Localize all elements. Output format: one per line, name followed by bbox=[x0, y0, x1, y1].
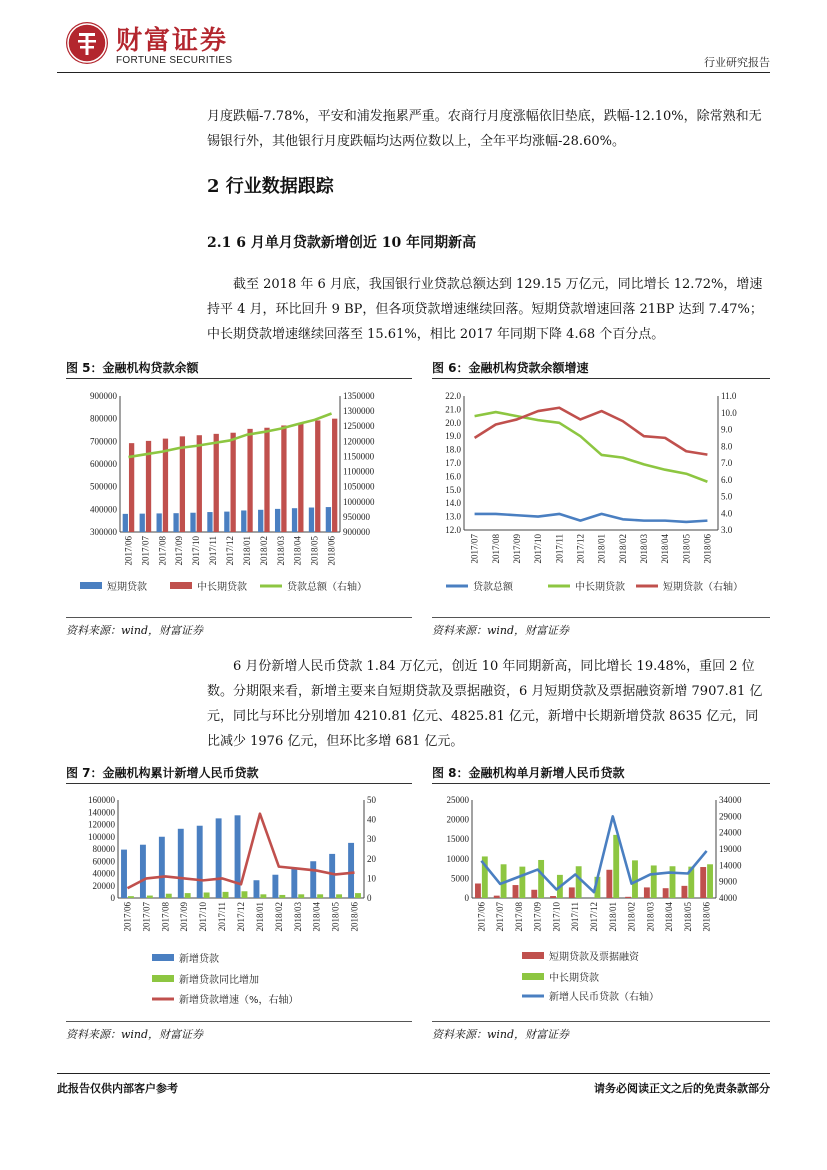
bar-fig8-series-0 bbox=[700, 867, 706, 898]
figure-6-top-rule bbox=[432, 378, 770, 379]
legend-label: 新增贷款 bbox=[179, 954, 219, 965]
bar-fig7-series-1 bbox=[223, 892, 229, 898]
y-tick-label-left: 20000 bbox=[446, 814, 469, 825]
x-tick-label: 2017/12 bbox=[236, 902, 246, 932]
y-tick-label-right: 4000 bbox=[719, 893, 737, 903]
legend-swatch bbox=[522, 952, 544, 959]
bar-fig8-series-1 bbox=[670, 866, 676, 898]
legend-label: 短期贷款 bbox=[107, 582, 147, 593]
bar-fig5-series-0 bbox=[292, 508, 297, 532]
legend-label: 中长期贷款 bbox=[575, 582, 625, 593]
y-tick-label-left: 17.0 bbox=[445, 458, 461, 468]
figure-8-chart bbox=[426, 788, 776, 1018]
y-tick-label-right: 34000 bbox=[719, 795, 742, 805]
y-tick-label-right: 20 bbox=[367, 853, 376, 864]
bar-fig5-series-1 bbox=[315, 420, 320, 532]
bar-fig7-series-0 bbox=[254, 880, 260, 898]
legend-label: 中长期贷款 bbox=[197, 582, 247, 593]
x-tick-label: 2017/09 bbox=[179, 902, 190, 932]
y-tick-label-right: 1150000 bbox=[343, 451, 375, 462]
bar-fig7-series-1 bbox=[298, 894, 304, 898]
figure-5-title: 图 5：金融机构贷款余额 bbox=[66, 361, 199, 375]
bar-fig7-series-0 bbox=[197, 826, 203, 898]
paragraph-loan-balance: 截至 2018 年 6 月底，我国银行业贷款总额达到 129.15 万亿元，同比增长 12.72%，增速持平 4 月，环比回升 9 BP，但各项贷款增速继续回落。短期贷款增速回落 21BP 达到 7.47%；中长期贷款增速继续回落至 15.61%，相比 2017 年同期下降 4.68 个百分点。 bbox=[207, 277, 763, 342]
bar-fig5-series-1 bbox=[247, 429, 252, 532]
figure-5-source: 资料来源：wind，财富证券 bbox=[66, 624, 204, 637]
bar-fig7-series-0 bbox=[159, 837, 165, 898]
bar-fig5-series-0 bbox=[326, 507, 331, 532]
bar-fig7-series-1 bbox=[336, 894, 342, 898]
x-tick-label: 2018/02 bbox=[258, 536, 269, 566]
bar-fig5-series-0 bbox=[157, 513, 162, 532]
y-tick-label-right: 10 bbox=[367, 873, 376, 884]
figure-7-top-rule bbox=[66, 783, 412, 784]
y-tick-label-left: 19.0 bbox=[445, 431, 461, 442]
x-tick-label: 2018/04 bbox=[664, 902, 675, 932]
y-tick-label-right: 9000 bbox=[719, 876, 737, 887]
footer-disclaimer-note: 请务必阅读正文之后的免责条款部分 bbox=[594, 1082, 770, 1095]
x-tick-label: 2017/07 bbox=[469, 534, 480, 564]
y-tick-label-left: 600000 bbox=[90, 459, 117, 469]
bar-fig5-series-0 bbox=[207, 512, 212, 532]
bar-fig7-series-0 bbox=[216, 818, 222, 898]
bar-fig5-series-0 bbox=[275, 509, 280, 532]
figure-5-top-rule bbox=[66, 378, 412, 379]
bar-fig7-series-1 bbox=[166, 894, 172, 898]
paragraph-new-loans: 6 月份新增人民币贷款 1.84 万亿元，创近 10 年同期新高，同比增长 19.48%，重回 2 位数。分期限来看，新增主要来自短期贷款及票据融资，6 月短期贷款及票据融资新增 7907.81 亿元，同比与环比分别增加 4210.81 亿元、4825.81 亿元，新增中长期新增贷款 8635 亿元，同比减少 1976 亿元，但环比多增 681 亿元。 bbox=[207, 659, 763, 749]
x-tick-label: 2017/06 bbox=[122, 902, 133, 932]
legend-label: 中长期贷款 bbox=[549, 973, 599, 984]
legend-label: 短期贷款（右轴） bbox=[663, 582, 743, 593]
x-tick-label: 2017/06 bbox=[476, 902, 487, 932]
y-tick-label-right: 11.0 bbox=[721, 391, 737, 401]
legend-label: 贷款总额 bbox=[473, 582, 513, 593]
y-tick-label-left: 10000 bbox=[446, 853, 469, 864]
y-tick-label-right: 950000 bbox=[343, 511, 370, 522]
section-title: 2 行业数据跟踪 bbox=[207, 176, 334, 197]
y-tick-label-right: 1050000 bbox=[343, 481, 375, 492]
bar-fig7-series-1 bbox=[260, 894, 266, 898]
x-tick-label: 2017/10 bbox=[533, 534, 544, 564]
footer-divider bbox=[57, 1073, 770, 1074]
figure-8-source: 资料来源：wind，财富证券 bbox=[432, 1028, 570, 1041]
figure-8-bottom-rule bbox=[432, 1021, 770, 1022]
bar-fig7-series-0 bbox=[235, 815, 241, 898]
bar-fig7-series-1 bbox=[317, 894, 323, 898]
x-tick-label: 2017/08 bbox=[157, 536, 168, 566]
bar-fig5-series-1 bbox=[180, 436, 185, 532]
y-tick-label-right: 29000 bbox=[719, 811, 742, 822]
figure-6-chart bbox=[426, 382, 776, 612]
x-tick-label: 2018/01 bbox=[241, 536, 252, 566]
y-tick-label-left: 80000 bbox=[92, 844, 115, 854]
figure-7-title: 图 7：金融机构累计新增人民币贷款 bbox=[66, 766, 259, 780]
y-tick-label-right: 9.0 bbox=[721, 424, 733, 435]
y-tick-label-left: 120000 bbox=[88, 819, 115, 830]
legend-swatch bbox=[152, 954, 174, 961]
logo-english-name: FORTUNE SECURITIES bbox=[116, 55, 233, 66]
bar-fig8-series-0 bbox=[513, 885, 519, 898]
bar-fig8-series-0 bbox=[494, 896, 500, 898]
figure-6-bottom-rule bbox=[432, 617, 770, 618]
bar-fig8-series-0 bbox=[531, 890, 537, 898]
y-tick-label-right: 900000 bbox=[343, 527, 370, 537]
y-tick-label-left: 60000 bbox=[92, 856, 115, 867]
y-tick-label-left: 20.0 bbox=[445, 417, 461, 428]
y-tick-label-left: 15.0 bbox=[445, 484, 461, 495]
y-tick-label-right: 5.0 bbox=[721, 491, 733, 502]
bar-fig8-series-0 bbox=[625, 897, 631, 898]
bar-fig8-series-0 bbox=[644, 887, 650, 898]
y-tick-label-left: 40000 bbox=[92, 868, 115, 879]
figure-6-title: 图 6：金融机构贷款余额增速 bbox=[432, 361, 589, 375]
y-tick-label-left: 500000 bbox=[90, 481, 117, 492]
x-tick-label: 2017/06 bbox=[123, 536, 134, 566]
y-tick-label-right: 3.0 bbox=[721, 525, 733, 535]
x-tick-label: 2017/12 bbox=[575, 534, 586, 564]
bar-fig5-series-1 bbox=[197, 435, 202, 532]
x-tick-label: 2018/06 bbox=[349, 902, 360, 932]
bar-fig8-series-0 bbox=[550, 896, 556, 898]
x-tick-label: 2018/01 bbox=[596, 534, 607, 564]
y-tick-label-left: 18.0 bbox=[445, 444, 461, 455]
x-tick-label: 2017/10 bbox=[191, 536, 202, 566]
x-tick-label: 2018/01 bbox=[254, 902, 265, 932]
figure-5-bottom-rule bbox=[66, 617, 412, 618]
y-tick-label-left: 15000 bbox=[446, 834, 469, 845]
bar-fig5-series-0 bbox=[123, 514, 128, 532]
y-tick-label-left: 5000 bbox=[451, 873, 469, 884]
bar-fig5-series-0 bbox=[173, 513, 178, 532]
y-tick-label-right: 4.0 bbox=[721, 508, 733, 519]
bar-fig8-series-1 bbox=[519, 867, 525, 898]
y-tick-label-right: 40 bbox=[367, 814, 376, 825]
figure-8-top-rule bbox=[432, 783, 770, 784]
bar-fig7-series-1 bbox=[355, 893, 361, 898]
bar-fig5-series-1 bbox=[281, 425, 286, 532]
y-tick-label-right: 1350000 bbox=[343, 391, 375, 401]
x-tick-label: 2017/09 bbox=[511, 534, 522, 564]
y-tick-label-right: 10.0 bbox=[721, 407, 737, 418]
y-tick-label-right: 7.0 bbox=[721, 458, 733, 468]
bar-fig7-series-0 bbox=[272, 875, 278, 898]
x-tick-label: 2017/07 bbox=[140, 536, 151, 566]
y-tick-label-left: 160000 bbox=[88, 795, 115, 805]
x-tick-label: 2017/08 bbox=[513, 902, 524, 932]
y-tick-label-left: 800000 bbox=[90, 413, 117, 424]
subsection-title: 2.1 6 月单月贷款新增创近 10 年同期新高 bbox=[207, 235, 477, 251]
bar-fig7-series-0 bbox=[291, 869, 297, 898]
legend-swatch bbox=[522, 973, 544, 980]
y-tick-label-left: 12.0 bbox=[445, 525, 461, 535]
x-tick-label: 2018/05 bbox=[309, 536, 320, 566]
y-tick-label-left: 100000 bbox=[88, 831, 115, 842]
bar-fig8-series-1 bbox=[632, 860, 638, 898]
legend-label: 短期贷款及票据融资 bbox=[549, 952, 639, 963]
x-tick-label: 2017/12 bbox=[225, 536, 235, 566]
x-tick-label: 2017/12 bbox=[589, 902, 599, 932]
figure-7-bottom-rule bbox=[66, 1021, 412, 1022]
bar-fig5-series-1 bbox=[332, 419, 337, 532]
x-tick-label: 2017/08 bbox=[490, 534, 501, 564]
bar-fig5-series-0 bbox=[190, 513, 195, 532]
bar-fig5-series-0 bbox=[241, 510, 246, 532]
bar-fig7-series-1 bbox=[279, 895, 285, 898]
x-tick-label: 2017/11 bbox=[217, 902, 228, 932]
figure-8-title: 图 8：金融机构单月新增人民币贷款 bbox=[432, 766, 625, 780]
bar-fig7-series-0 bbox=[329, 854, 335, 898]
x-tick-label: 2017/09 bbox=[174, 536, 185, 566]
legend-label: 新增人民币贷款（右轴） bbox=[549, 992, 659, 1003]
x-tick-label: 2018/06 bbox=[701, 902, 712, 932]
bar-fig7-series-0 bbox=[178, 829, 184, 898]
y-tick-label-left: 400000 bbox=[90, 504, 117, 515]
legend-label: 新增贷款增速（%，右轴） bbox=[179, 995, 299, 1006]
x-tick-label: 2018/03 bbox=[638, 534, 649, 564]
y-tick-label-right: 19000 bbox=[719, 844, 742, 854]
x-tick-label: 2017/07 bbox=[495, 902, 506, 932]
y-tick-label-right: 6.0 bbox=[721, 474, 733, 485]
y-tick-label-left: 140000 bbox=[88, 807, 115, 818]
y-tick-label-right: 0 bbox=[367, 893, 372, 903]
y-tick-label-right: 1300000 bbox=[343, 406, 375, 417]
x-tick-label: 2018/02 bbox=[273, 902, 284, 932]
x-tick-label: 2018/02 bbox=[617, 534, 628, 564]
legend-swatch bbox=[152, 975, 174, 982]
bar-fig7-series-0 bbox=[121, 850, 127, 898]
figure-7-source: 资料来源：wind，财富证券 bbox=[66, 1028, 204, 1041]
x-tick-label: 2017/11 bbox=[208, 536, 219, 566]
x-tick-label: 2018/05 bbox=[681, 534, 692, 564]
bar-fig7-series-1 bbox=[242, 891, 248, 898]
x-tick-label: 2017/11 bbox=[554, 534, 565, 564]
bar-fig7-series-1 bbox=[204, 892, 210, 898]
bar-fig8-series-0 bbox=[681, 886, 687, 898]
y-tick-label-left: 13.0 bbox=[445, 511, 461, 522]
legend-label: 新增贷款同比增加 bbox=[179, 975, 259, 986]
x-tick-label: 2018/04 bbox=[311, 902, 322, 932]
y-tick-label-left: 700000 bbox=[90, 436, 117, 447]
figure-6-source: 资料来源：wind，财富证券 bbox=[432, 624, 570, 637]
y-tick-label-left: 0 bbox=[464, 893, 469, 903]
bar-fig8-series-1 bbox=[538, 860, 544, 898]
y-tick-label-right: 24000 bbox=[719, 827, 742, 838]
bar-fig8-series-1 bbox=[707, 864, 713, 898]
bar-fig5-series-0 bbox=[258, 510, 263, 532]
bar-fig8-series-1 bbox=[651, 865, 657, 898]
legend-swatch bbox=[80, 582, 102, 589]
report-type-label: 行业研究报告 bbox=[704, 56, 770, 69]
x-tick-label: 2018/06 bbox=[326, 536, 337, 566]
bar-fig5-series-1 bbox=[231, 433, 236, 532]
bar-fig8-series-0 bbox=[475, 883, 481, 898]
line-fig6-series-0 bbox=[475, 514, 708, 522]
x-tick-label: 2018/05 bbox=[330, 902, 341, 932]
bar-fig5-series-0 bbox=[224, 512, 229, 532]
y-tick-label-left: 900000 bbox=[90, 391, 117, 401]
x-tick-label: 2018/01 bbox=[607, 902, 618, 932]
bar-fig5-series-0 bbox=[309, 508, 314, 532]
x-tick-label: 2017/10 bbox=[551, 902, 562, 932]
bar-fig5-series-1 bbox=[264, 428, 269, 532]
y-tick-label-right: 14000 bbox=[719, 860, 742, 871]
bar-fig5-series-1 bbox=[298, 423, 303, 532]
y-tick-label-left: 22.0 bbox=[445, 391, 461, 401]
bar-fig8-series-0 bbox=[606, 870, 612, 898]
bar-fig7-series-0 bbox=[348, 843, 354, 898]
x-tick-label: 2018/03 bbox=[645, 902, 656, 932]
y-tick-label-right: 50 bbox=[367, 795, 376, 805]
fortune-securities-logo-icon bbox=[66, 22, 108, 64]
intro-paragraph: 月度跌幅-7.78%，平安和浦发拖累严重。农商行月度涨幅依旧垫底，跌幅-12.10%，除常熟和无锡银行外，其他银行月度跌幅均达两位数以上，全年平均涨幅-28.60%。 bbox=[207, 109, 762, 149]
logo-chinese-name: 财富证券 bbox=[116, 26, 229, 56]
x-tick-label: 2017/08 bbox=[160, 902, 171, 932]
bar-fig8-series-1 bbox=[576, 866, 582, 898]
x-tick-label: 2018/05 bbox=[682, 902, 693, 932]
bar-fig8-series-1 bbox=[613, 835, 619, 898]
bar-fig5-series-0 bbox=[140, 514, 145, 532]
y-tick-label-right: 30 bbox=[367, 834, 376, 845]
footer-left-note: 此报告仅供内部客户参考 bbox=[57, 1082, 178, 1095]
x-tick-label: 2018/03 bbox=[292, 902, 303, 932]
x-tick-label: 2017/11 bbox=[570, 902, 581, 932]
bar-fig8-series-0 bbox=[569, 887, 575, 898]
y-tick-label-left: 20000 bbox=[92, 880, 115, 891]
bar-fig7-series-0 bbox=[310, 861, 316, 898]
x-tick-label: 2018/04 bbox=[660, 534, 671, 564]
bar-fig8-series-0 bbox=[663, 888, 669, 898]
bar-fig5-series-1 bbox=[214, 434, 219, 532]
y-tick-label-left: 25000 bbox=[446, 795, 469, 805]
y-tick-label-left: 300000 bbox=[90, 527, 117, 537]
y-tick-label-right: 1250000 bbox=[343, 421, 375, 432]
y-tick-label-left: 0 bbox=[110, 893, 115, 903]
x-tick-label: 2018/06 bbox=[702, 534, 713, 564]
bar-fig7-series-1 bbox=[185, 893, 191, 898]
x-tick-label: 2018/03 bbox=[275, 536, 286, 566]
x-tick-label: 2017/07 bbox=[141, 902, 152, 932]
x-tick-label: 2018/02 bbox=[626, 902, 637, 932]
y-tick-label-left: 16.0 bbox=[445, 471, 461, 482]
bar-fig7-series-1 bbox=[147, 896, 153, 898]
legend-label: 贷款总额（右轴） bbox=[287, 582, 367, 593]
y-tick-label-right: 1000000 bbox=[343, 496, 375, 507]
x-tick-label: 2017/10 bbox=[198, 902, 209, 932]
bar-fig7-series-1 bbox=[128, 896, 134, 898]
y-tick-label-right: 1100000 bbox=[343, 466, 375, 477]
x-tick-label: 2018/04 bbox=[292, 536, 303, 566]
bar-fig7-series-0 bbox=[140, 845, 146, 898]
y-tick-label-left: 14.0 bbox=[445, 498, 461, 509]
figure-7-chart bbox=[60, 788, 416, 1018]
x-tick-label: 2017/09 bbox=[532, 902, 543, 932]
header-divider bbox=[57, 72, 770, 73]
y-tick-label-right: 1200000 bbox=[343, 436, 375, 447]
figure-5-chart bbox=[60, 382, 416, 612]
y-tick-label-right: 8.0 bbox=[721, 441, 733, 452]
y-tick-label-left: 21.0 bbox=[445, 404, 461, 415]
legend-swatch bbox=[170, 582, 192, 589]
